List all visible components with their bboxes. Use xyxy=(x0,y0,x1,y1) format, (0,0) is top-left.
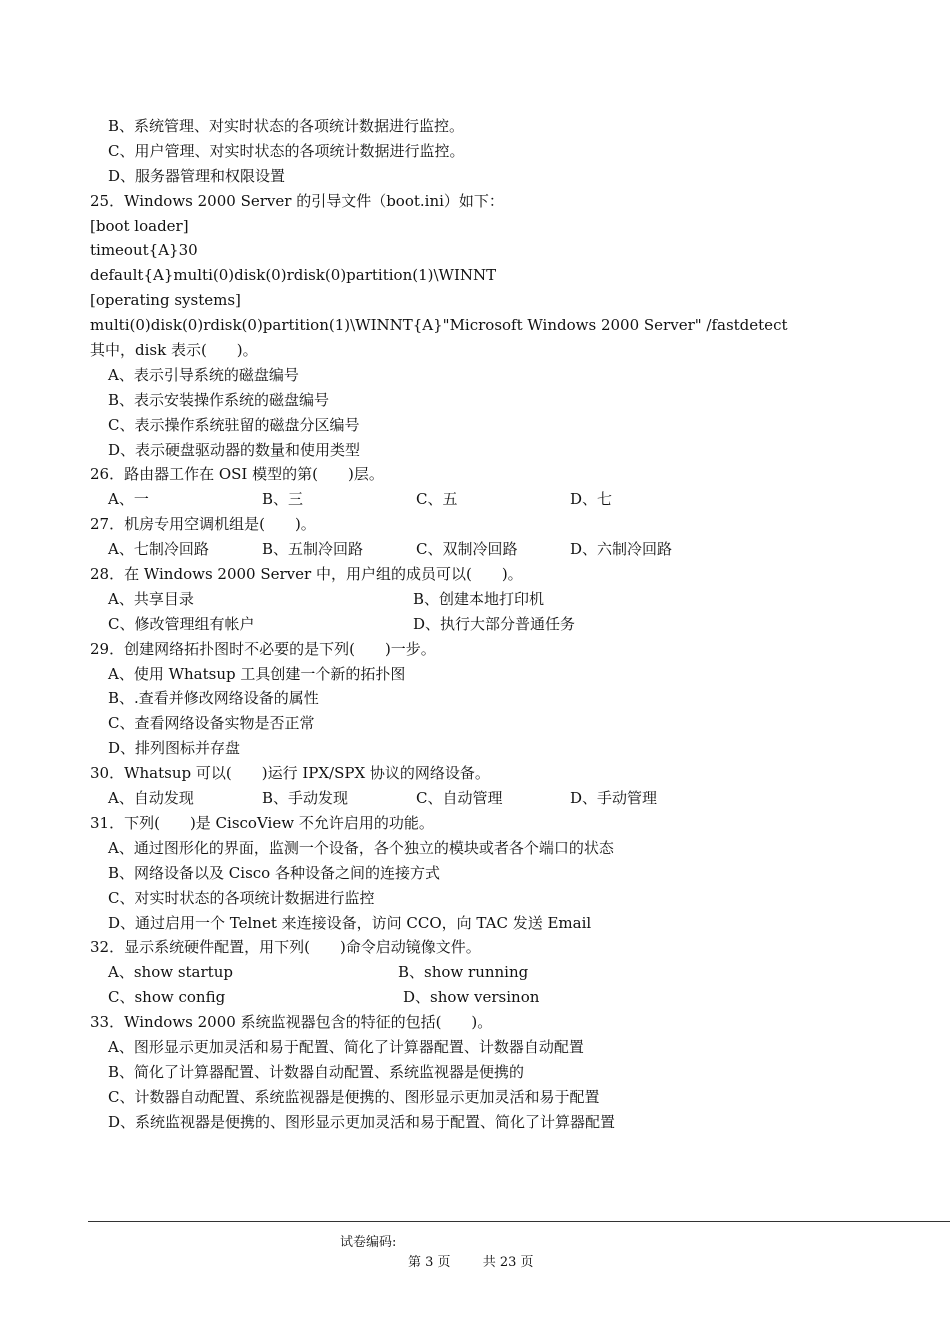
page-total: 共 23 页 xyxy=(482,1255,534,1270)
question-line: 26．路由器工作在 OSI 模型的第( )层。 xyxy=(90,465,384,484)
option-line: D、系统监视器是便携的、图形显示更加灵活和易于配置、简化了计算器配置 xyxy=(108,1112,616,1131)
option-text: B、创建本地打印机 xyxy=(413,589,545,608)
option-row xyxy=(90,960,910,985)
question-line: 其中，disk 表示( )。 xyxy=(90,341,258,360)
option-row xyxy=(90,985,910,1010)
option-line: D、表示硬盘驱动器的数量和使用类型 xyxy=(108,440,361,459)
option-line: C、对实时状态的各项统计数据进行监控 xyxy=(108,888,375,907)
option-line: D、通过启用一个 Telnet 来连接设备，访问 CCO，向 TAC 发送 Email xyxy=(108,913,592,932)
option-text: C、双制冷回路 xyxy=(416,540,518,559)
option-text: B、三 xyxy=(262,490,304,509)
question-line: 30．Whatsup 可以( )运行 IPX/SPX 协议的网络设备。 xyxy=(90,764,490,783)
option-text: D、七 xyxy=(570,490,613,509)
option-line: B、.查看并修改网络设备的属性 xyxy=(108,689,319,708)
page-current: 第 3 页 xyxy=(408,1255,451,1270)
option-text: C、五 xyxy=(416,490,458,509)
option-line: A、表示引导系统的磁盘编号 xyxy=(108,365,299,384)
option-line: A、通过图形化的界面，监测一个设备，各个独立的模块或者各个端口的状态 xyxy=(108,838,614,857)
option-text: D、六制冷回路 xyxy=(570,540,673,559)
question-line: 29．创建网络拓扑图时不必要的是下列( )一步。 xyxy=(90,639,436,658)
question-line: timeout{A}30 xyxy=(90,241,198,260)
question-line: 33．Windows 2000 系统监视器包含的特征的包括( )。 xyxy=(90,1013,493,1032)
question-line: 27．机房专用空调机组是( )。 xyxy=(90,515,316,534)
question-line: default{A}multi(0)disk(0)rdisk(0)partition(1)\WINNT xyxy=(90,266,497,285)
option-text: A、show startup xyxy=(108,963,233,982)
question-line: multi(0)disk(0)rdisk(0)partition(1)\WINNT{A}"Microsoft Windows 2000 Server" /fastdetect xyxy=(90,316,788,335)
option-text: B、五制冷回路 xyxy=(262,540,364,559)
option-line: C、计数器自动配置、系统监视器是便携的、图形显示更加灵活和易于配置 xyxy=(108,1087,600,1106)
option-text: C、自动管理 xyxy=(416,789,503,808)
option-text: C、show config xyxy=(108,988,226,1007)
footer-divider xyxy=(88,1221,950,1222)
option-text: D、show versinon xyxy=(403,988,540,1007)
option-text: B、show running xyxy=(398,963,529,982)
page-number xyxy=(408,1251,540,1270)
option-line: C、用户管理、对实时状态的各项统计数据进行监控。 xyxy=(108,141,465,160)
option-text: A、自动发现 xyxy=(108,789,194,808)
question-list xyxy=(90,114,910,1135)
question-line: 31．下列( )是 CiscoView 不允许启用的功能。 xyxy=(90,813,434,832)
option-text: A、一 xyxy=(108,490,149,509)
option-line: D、排列图标并存盘 xyxy=(108,739,241,758)
option-text: D、执行大部分普通任务 xyxy=(413,614,576,633)
option-line: A、图形显示更加灵活和易于配置、简化了计算器配置、计数器自动配置 xyxy=(108,1037,584,1056)
option-line: A、使用 Whatsup 工具创建一个新的拓扑图 xyxy=(108,664,406,683)
option-text: A、共享目录 xyxy=(108,589,194,608)
option-row xyxy=(90,487,910,512)
option-line: B、系统管理、对实时状态的各项统计数据进行监控。 xyxy=(108,117,465,135)
question-line: 25．Windows 2000 Server 的引导文件（boot.ini）如下： xyxy=(90,191,504,210)
question-line: 32．显示系统硬件配置，用下列( )命令启动镜像文件。 xyxy=(90,938,481,957)
option-line: C、查看网络设备实物是否正常 xyxy=(108,714,315,733)
option-row xyxy=(90,587,910,612)
option-row xyxy=(90,786,910,811)
option-row xyxy=(90,612,910,637)
option-text: D、手动管理 xyxy=(570,789,658,808)
option-line: B、网络设备以及 Cisco 各种设备之间的连接方式 xyxy=(108,863,440,882)
question-line: [operating systems] xyxy=(90,291,241,310)
option-line: D、服务器管理和权限设置 xyxy=(108,166,286,185)
option-text: C、修改管理组有帐户 xyxy=(108,614,255,633)
option-row xyxy=(90,537,910,562)
question-line: [boot loader] xyxy=(90,216,189,235)
option-line: C、表示操作系统驻留的磁盘分区编号 xyxy=(108,415,360,434)
option-text: A、七制冷回路 xyxy=(108,540,209,559)
question-line: 28．在 Windows 2000 Server 中，用户组的成员可以( )。 xyxy=(90,565,523,584)
option-text: B、手动发现 xyxy=(262,789,349,808)
option-line: B、表示安装操作系统的磁盘编号 xyxy=(108,390,330,409)
exam-code-label: 试卷编码: xyxy=(340,1235,397,1250)
option-line: B、简化了计算器配置、计数器自动配置、系统监视器是便携的 xyxy=(108,1062,525,1081)
